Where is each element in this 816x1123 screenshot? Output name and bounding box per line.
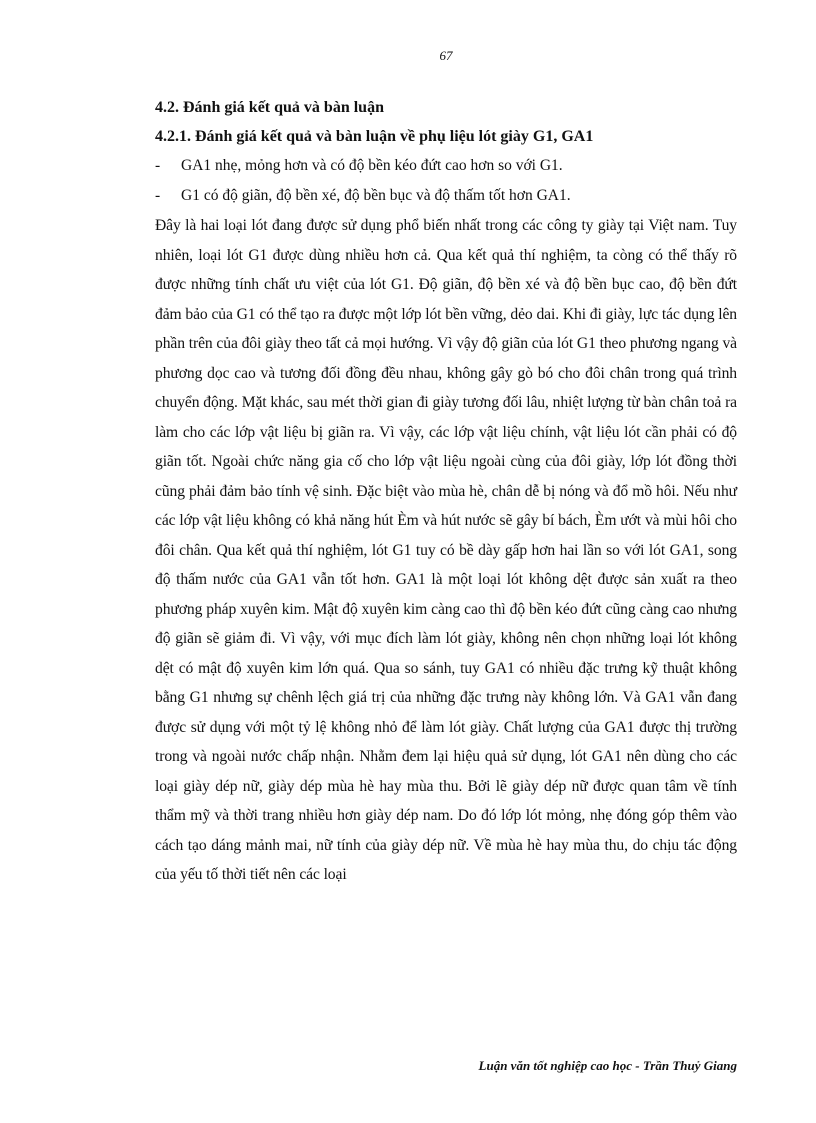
footer-author: Luận văn tốt nghiệp cao học - Trần Thuỷ Giang — [478, 1058, 737, 1073]
page-number: 67 — [439, 48, 453, 63]
section-heading: 4.2. Đánh giá kết quả và bàn luận — [155, 99, 384, 116]
body-paragraph: Đây là hai loại lót đang được sử dụng phổ biến nhất trong các công ty giày tại Việt nam. Tuy nhiên, loại lót G1 được dùng nhiều hơn cả. Qua kết quả thí nghiệm, ta còng có thể thấy rõ được những tính chất ưu việt của lót G1. Độ giãn, độ bền xé và độ bền bục cao, độ bền đứt đảm bảo của G1 có thể tạo ra được một lớp lót bền vững, dẻo dai. Khi đi giày, lực tác dụng lên phần trên của đôi giày theo tất cả mọi hướng. Vì vậy độ giãn của lót G1 theo phương ngang và phương dọc cao và tương đối đồng đều nhau, không gây gò bó cho đôi chân trong quá trình chuyển động. Mặt khác, sau mét thời gian đi giày tương đối lâu, nhiệt lượng từ bàn chân toả ra làm cho các lớp vật liệu bị giãn ra. Vì vậy, các lớp vật liệu chính, vật liệu lót cần phải có độ giãn tốt. Ngoài chức năng gia cố cho lớp vật liệu ngoài cùng của đôi giày, lớp lót đồng thời cũng phải đảm bảo tính vệ sinh. Đặc biệt vào mùa hè, chân dễ bị nóng và đổ mồ hôi. Nếu như các lớp vật liệu không có khả năng hút Èm và hút nước sẽ gây bí bách, Èm ướt và mùi hôi cho đôi chân. Qua kết quả thí nghiệm, lót G1 tuy có bề dày gấp hơn hai lần so với lót GA1, song độ thấm nước của GA1 vẫn tốt hơn. GA1 là một loại lót không dệt được sản xuất ra theo phương pháp xuyên kim. Mật độ xuyên kim càng cao thì độ bền kéo đứt cũng càng cao nhưng độ giãn sẽ giảm đi. Vì vậy, với mục đích làm lót giày, không nên chọn những loại lót không dệt có mật độ xuyên kim lớn quá. Qua so sánh, tuy GA1 có nhiều đặc trưng kỹ thuật không bằng G1 nhưng sự chênh lệch giá trị của những đặc trưng này không lớn. Và GA1 vẫn đang được sử dụng với một tỷ lệ không nhỏ để làm lót giày. Chất lượng của GA1 được thị trường trong và ngoài nước chấp nhận. Nhằm đem lại hiệu quả sử dụng, lót GA1 nên dùng cho các loại giày dép nữ, giày dép mùa hè hay mùa thu. Bởi lẽ giày dép nữ được quan tâm về tính thẩm mỹ và thời trang nhiều hơn giày dép nam. Do đó lớp lót mỏng, nhẹ đóng góp thêm vào cách tạo dáng mảnh mai, nữ tính của giày dép nữ. Về mùa hè hay mùa thu, do chịu tác động của yếu tố thời tiết nên các loại — [155, 217, 737, 883]
bullet-dash: - — [155, 187, 161, 204]
bullet-item — [155, 151, 737, 181]
bullet-dash: - — [155, 157, 161, 174]
document-body — [155, 93, 737, 890]
bullet-text: G1 có độ giãn, độ bền xé, độ bền bục và độ thấm tốt hơn GA1. — [181, 187, 571, 204]
subsection-heading: 4.2.1. Đánh giá kết quả và bàn luận về phụ liệu lót giày G1, GA1 — [155, 128, 594, 145]
bullet-item — [155, 181, 737, 211]
bullet-text: GA1 nhẹ, mỏng hơn và có độ bền kéo đứt cao hơn so với G1. — [181, 157, 563, 174]
